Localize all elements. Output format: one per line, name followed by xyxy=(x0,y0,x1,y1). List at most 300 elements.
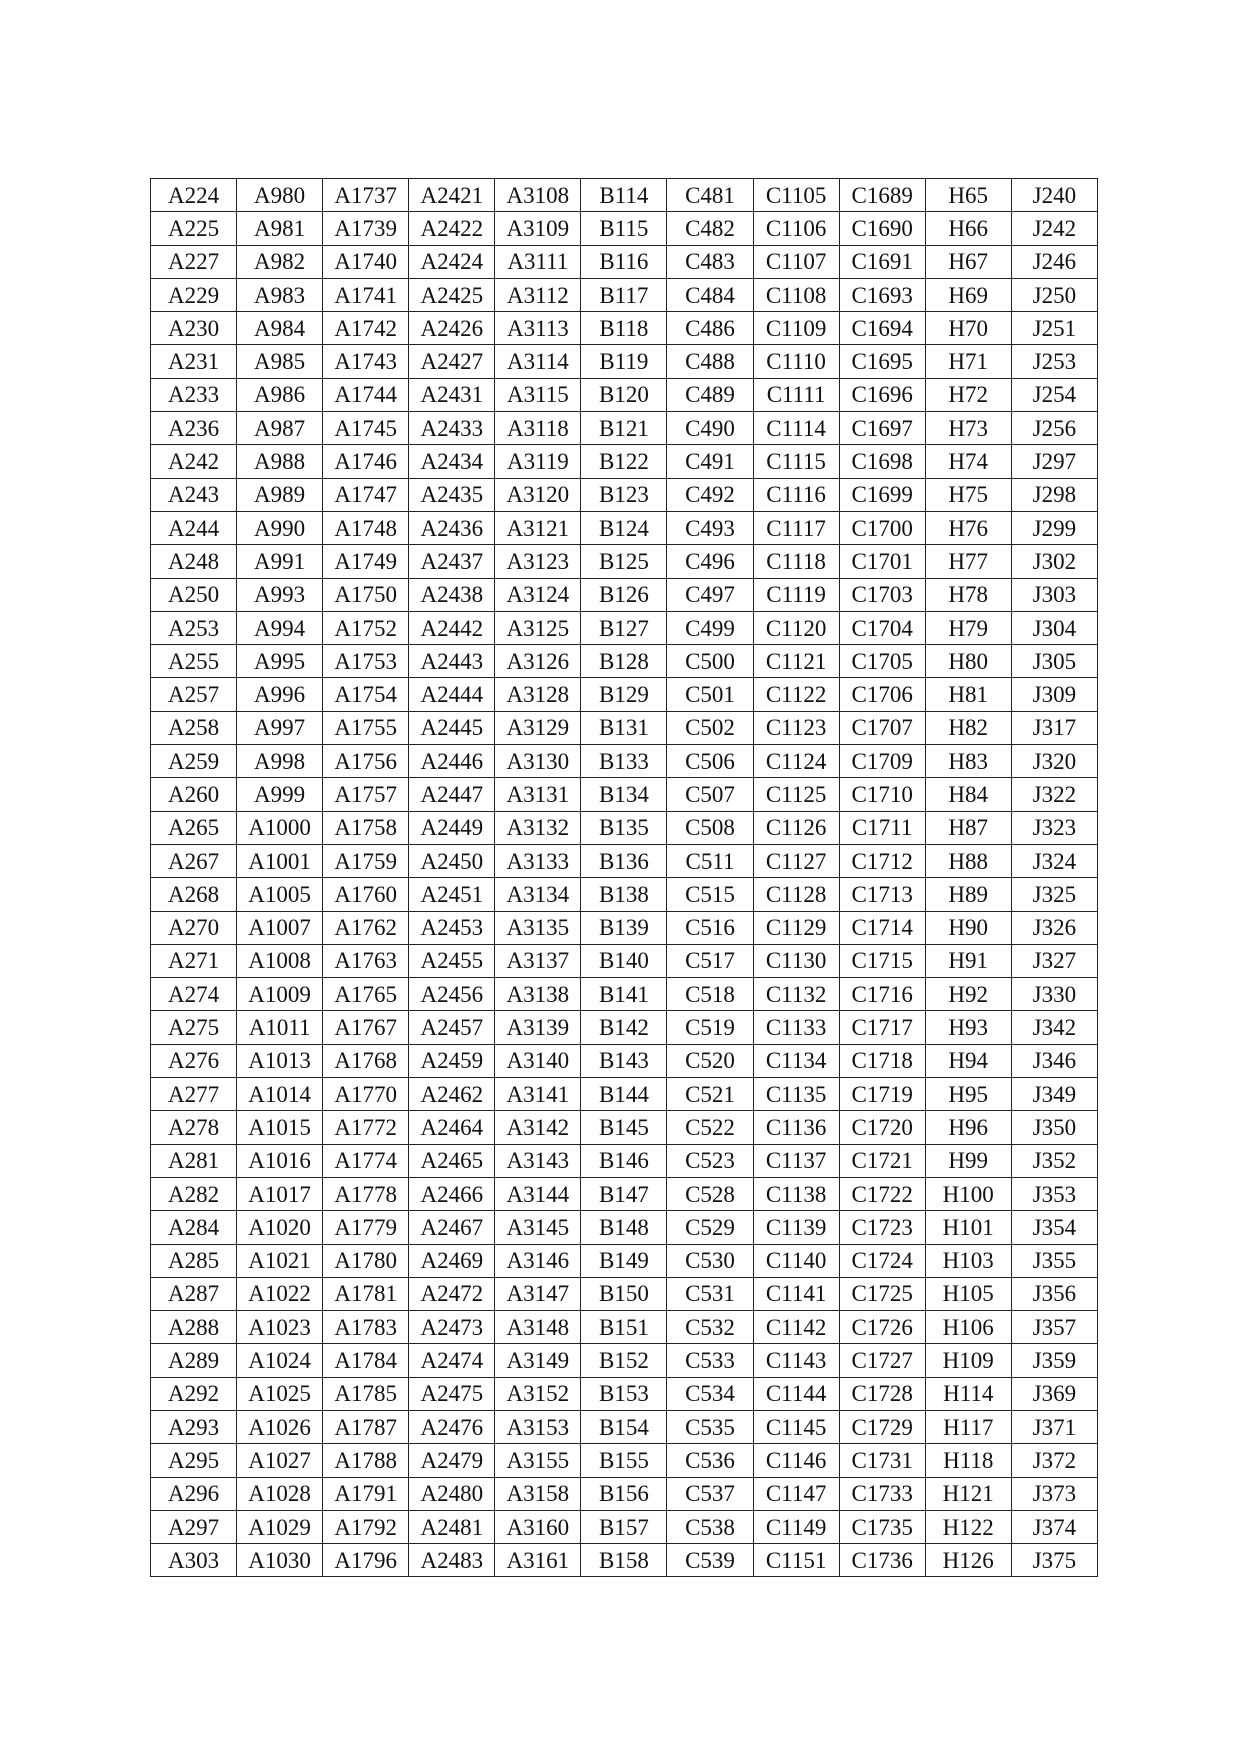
table-cell: C1720 xyxy=(839,1111,925,1144)
table-cell: C1138 xyxy=(753,1177,839,1210)
table-cell: C1715 xyxy=(839,944,925,977)
table-cell: C483 xyxy=(667,245,753,278)
table-cell: B154 xyxy=(581,1410,667,1443)
table-cell: A985 xyxy=(237,345,323,378)
table-cell: C1125 xyxy=(753,778,839,811)
table-cell: C1127 xyxy=(753,844,839,877)
table-cell: A3123 xyxy=(495,545,581,578)
table-cell: A1755 xyxy=(323,711,409,744)
table-cell: J327 xyxy=(1011,944,1097,977)
table-cell: C1109 xyxy=(753,312,839,345)
table-cell: A3144 xyxy=(495,1177,581,1210)
table-cell: A981 xyxy=(237,212,323,245)
table-cell: B155 xyxy=(581,1444,667,1477)
table-cell: J374 xyxy=(1011,1510,1097,1543)
table-cell: A2442 xyxy=(409,611,495,644)
table-cell: A1750 xyxy=(323,578,409,611)
table-cell: A1028 xyxy=(237,1477,323,1510)
table-cell: A2443 xyxy=(409,645,495,678)
table-cell: A2421 xyxy=(409,179,495,212)
table-cell: A3152 xyxy=(495,1377,581,1410)
table-cell: H84 xyxy=(925,778,1011,811)
table-cell: A259 xyxy=(151,745,237,778)
table-cell: J324 xyxy=(1011,844,1097,877)
table-cell: A1023 xyxy=(237,1311,323,1344)
table-cell: A3153 xyxy=(495,1410,581,1443)
table-cell: A1000 xyxy=(237,811,323,844)
table-cell: A1017 xyxy=(237,1177,323,1210)
table-cell: C1128 xyxy=(753,878,839,911)
table-row xyxy=(151,911,1098,944)
table-cell: C511 xyxy=(667,844,753,877)
table-cell: H88 xyxy=(925,844,1011,877)
table-cell: A281 xyxy=(151,1144,237,1177)
table-row xyxy=(151,1144,1098,1177)
table-cell: C1132 xyxy=(753,978,839,1011)
table-cell: C501 xyxy=(667,678,753,711)
table-cell: C1711 xyxy=(839,811,925,844)
table-row xyxy=(151,1211,1098,1244)
table-cell: A1747 xyxy=(323,478,409,511)
table-cell: A3135 xyxy=(495,911,581,944)
table-cell: C1697 xyxy=(839,412,925,445)
table-cell: H118 xyxy=(925,1444,1011,1477)
table-cell: C1111 xyxy=(753,378,839,411)
table-cell: C491 xyxy=(667,445,753,478)
table-cell: H121 xyxy=(925,1477,1011,1510)
table-row xyxy=(151,1111,1098,1144)
table-cell: J369 xyxy=(1011,1377,1097,1410)
table-cell: A295 xyxy=(151,1444,237,1477)
table-cell: A1784 xyxy=(323,1344,409,1377)
table-cell: B144 xyxy=(581,1078,667,1111)
table-cell: A3160 xyxy=(495,1510,581,1543)
table-cell: A224 xyxy=(151,179,237,212)
table-cell: A3147 xyxy=(495,1277,581,1310)
table-cell: A1779 xyxy=(323,1211,409,1244)
table-cell: H73 xyxy=(925,412,1011,445)
table-cell: B157 xyxy=(581,1510,667,1543)
table-cell: C481 xyxy=(667,179,753,212)
table-cell: C1118 xyxy=(753,545,839,578)
table-cell: C1136 xyxy=(753,1111,839,1144)
table-cell: C1122 xyxy=(753,678,839,711)
table-cell: A3148 xyxy=(495,1311,581,1344)
table-cell: J353 xyxy=(1011,1177,1097,1210)
table-cell: C1149 xyxy=(753,1510,839,1543)
table-cell: A1020 xyxy=(237,1211,323,1244)
table-cell: A1009 xyxy=(237,978,323,1011)
table-cell: C535 xyxy=(667,1410,753,1443)
table-cell: A3111 xyxy=(495,245,581,278)
table-cell: C493 xyxy=(667,511,753,544)
table-cell: A1737 xyxy=(323,179,409,212)
table-cell: A225 xyxy=(151,212,237,245)
table-cell: A995 xyxy=(237,645,323,678)
table-cell: A2455 xyxy=(409,944,495,977)
table-cell: A1763 xyxy=(323,944,409,977)
table-cell: A275 xyxy=(151,1011,237,1044)
table-cell: A250 xyxy=(151,578,237,611)
table-cell: J298 xyxy=(1011,478,1097,511)
table-cell: H82 xyxy=(925,711,1011,744)
table-row xyxy=(151,212,1098,245)
table-cell: A996 xyxy=(237,678,323,711)
table-cell: A2453 xyxy=(409,911,495,944)
table-cell: A2426 xyxy=(409,312,495,345)
table-cell: H72 xyxy=(925,378,1011,411)
table-row xyxy=(151,1078,1098,1111)
table-cell: C1130 xyxy=(753,944,839,977)
table-cell: B116 xyxy=(581,245,667,278)
table-cell: J371 xyxy=(1011,1410,1097,1443)
table-cell: H70 xyxy=(925,312,1011,345)
table-cell: H66 xyxy=(925,212,1011,245)
table-cell: A274 xyxy=(151,978,237,1011)
table-cell: B145 xyxy=(581,1111,667,1144)
table-cell: A2446 xyxy=(409,745,495,778)
table-cell: A1792 xyxy=(323,1510,409,1543)
table-cell: A243 xyxy=(151,478,237,511)
table-row xyxy=(151,511,1098,544)
table-row xyxy=(151,745,1098,778)
table-cell: B128 xyxy=(581,645,667,678)
table-cell: A1767 xyxy=(323,1011,409,1044)
table-cell: A1752 xyxy=(323,611,409,644)
table-row xyxy=(151,312,1098,345)
table-row xyxy=(151,811,1098,844)
table-cell: H117 xyxy=(925,1410,1011,1443)
table-cell: B142 xyxy=(581,1011,667,1044)
table-cell: H122 xyxy=(925,1510,1011,1543)
table-cell: A303 xyxy=(151,1544,237,1577)
table-row xyxy=(151,611,1098,644)
table-cell: H79 xyxy=(925,611,1011,644)
table-cell: A1783 xyxy=(323,1311,409,1344)
table-cell: B121 xyxy=(581,412,667,445)
table-cell: C1133 xyxy=(753,1011,839,1044)
table-cell: H83 xyxy=(925,745,1011,778)
table-cell: C1721 xyxy=(839,1144,925,1177)
table-cell: C508 xyxy=(667,811,753,844)
table-cell: B133 xyxy=(581,745,667,778)
table-cell: B127 xyxy=(581,611,667,644)
table-cell: A2445 xyxy=(409,711,495,744)
table-cell: J350 xyxy=(1011,1111,1097,1144)
table-cell: A3131 xyxy=(495,778,581,811)
table-cell: J323 xyxy=(1011,811,1097,844)
table-cell: C1695 xyxy=(839,345,925,378)
table-cell: A229 xyxy=(151,278,237,311)
table-cell: C521 xyxy=(667,1078,753,1111)
table-cell: A277 xyxy=(151,1078,237,1111)
table-cell: B153 xyxy=(581,1377,667,1410)
table-row xyxy=(151,278,1098,311)
table-cell: B115 xyxy=(581,212,667,245)
table-cell: A1014 xyxy=(237,1078,323,1111)
table-cell: J304 xyxy=(1011,611,1097,644)
table-cell: C1713 xyxy=(839,878,925,911)
table-cell: A255 xyxy=(151,645,237,678)
table-cell: C1137 xyxy=(753,1144,839,1177)
table-cell: A2438 xyxy=(409,578,495,611)
table-cell: J251 xyxy=(1011,312,1097,345)
table-cell: A2433 xyxy=(409,412,495,445)
table-cell: A3130 xyxy=(495,745,581,778)
table-cell: J246 xyxy=(1011,245,1097,278)
table-cell: J373 xyxy=(1011,1477,1097,1510)
table-row xyxy=(151,1344,1098,1377)
table-cell: A284 xyxy=(151,1211,237,1244)
table-cell: B150 xyxy=(581,1277,667,1310)
table-cell: A2469 xyxy=(409,1244,495,1277)
table-cell: A230 xyxy=(151,312,237,345)
table-cell: H67 xyxy=(925,245,1011,278)
table-cell: C1735 xyxy=(839,1510,925,1543)
table-cell: B152 xyxy=(581,1344,667,1377)
table-cell: A3129 xyxy=(495,711,581,744)
table-cell: J256 xyxy=(1011,412,1097,445)
table-cell: A1760 xyxy=(323,878,409,911)
table-cell: C1728 xyxy=(839,1377,925,1410)
table-cell: H71 xyxy=(925,345,1011,378)
table-cell: H92 xyxy=(925,978,1011,1011)
table-cell: A987 xyxy=(237,412,323,445)
table-cell: J309 xyxy=(1011,678,1097,711)
table-cell: C1703 xyxy=(839,578,925,611)
table-cell: A1748 xyxy=(323,511,409,544)
table-cell: C1696 xyxy=(839,378,925,411)
table-cell: B125 xyxy=(581,545,667,578)
table-cell: A1746 xyxy=(323,445,409,478)
table-cell: J352 xyxy=(1011,1144,1097,1177)
table-cell: C1120 xyxy=(753,611,839,644)
table-cell: C1712 xyxy=(839,844,925,877)
table-cell: A253 xyxy=(151,611,237,644)
table-cell: H76 xyxy=(925,511,1011,544)
table-row xyxy=(151,478,1098,511)
table-cell: C532 xyxy=(667,1311,753,1344)
table-cell: A276 xyxy=(151,1044,237,1077)
table-cell: C1689 xyxy=(839,179,925,212)
table-cell: A990 xyxy=(237,511,323,544)
table-cell: J349 xyxy=(1011,1078,1097,1111)
table-cell: A3146 xyxy=(495,1244,581,1277)
table-cell: A984 xyxy=(237,312,323,345)
table-cell: A3145 xyxy=(495,1211,581,1244)
table-cell: C1141 xyxy=(753,1277,839,1310)
table-cell: A233 xyxy=(151,378,237,411)
table-cell: A2472 xyxy=(409,1277,495,1310)
table-cell: A3134 xyxy=(495,878,581,911)
table-cell: J320 xyxy=(1011,745,1097,778)
table-cell: A3158 xyxy=(495,1477,581,1510)
table-cell: A288 xyxy=(151,1311,237,1344)
table-cell: C1698 xyxy=(839,445,925,478)
table-cell: H109 xyxy=(925,1344,1011,1377)
table-cell: A2481 xyxy=(409,1510,495,1543)
table-cell: J355 xyxy=(1011,1244,1097,1277)
table-cell: C522 xyxy=(667,1111,753,1144)
table-cell: J375 xyxy=(1011,1544,1097,1577)
table-cell: C1117 xyxy=(753,511,839,544)
table-cell: A2479 xyxy=(409,1444,495,1477)
table-cell: C1107 xyxy=(753,245,839,278)
table-cell: A1741 xyxy=(323,278,409,311)
table-cell: A3121 xyxy=(495,511,581,544)
table-cell: A3149 xyxy=(495,1344,581,1377)
table-cell: A2444 xyxy=(409,678,495,711)
table-cell: A1022 xyxy=(237,1277,323,1310)
table-cell: A1754 xyxy=(323,678,409,711)
table-cell: H77 xyxy=(925,545,1011,578)
table-cell: A2447 xyxy=(409,778,495,811)
table-cell: H99 xyxy=(925,1144,1011,1177)
table-cell: A3139 xyxy=(495,1011,581,1044)
table-cell: B156 xyxy=(581,1477,667,1510)
table-row xyxy=(151,1011,1098,1044)
table-cell: C1690 xyxy=(839,212,925,245)
table-cell: A3138 xyxy=(495,978,581,1011)
table-cell: A3125 xyxy=(495,611,581,644)
table-cell: C1718 xyxy=(839,1044,925,1077)
table-cell: B117 xyxy=(581,278,667,311)
table-cell: A231 xyxy=(151,345,237,378)
table-row xyxy=(151,978,1098,1011)
table-cell: A991 xyxy=(237,545,323,578)
table-cell: H81 xyxy=(925,678,1011,711)
table-cell: C520 xyxy=(667,1044,753,1077)
table-cell: C1704 xyxy=(839,611,925,644)
table-row xyxy=(151,878,1098,911)
table-cell: C1731 xyxy=(839,1444,925,1477)
table-cell: B138 xyxy=(581,878,667,911)
table-cell: C497 xyxy=(667,578,753,611)
table-cell: C502 xyxy=(667,711,753,744)
table-cell: A1016 xyxy=(237,1144,323,1177)
table-cell: J359 xyxy=(1011,1344,1097,1377)
table-cell: C490 xyxy=(667,412,753,445)
table-row xyxy=(151,711,1098,744)
table-row xyxy=(151,1044,1098,1077)
table-cell: H91 xyxy=(925,944,1011,977)
table-cell: C1143 xyxy=(753,1344,839,1377)
table-row xyxy=(151,1477,1098,1510)
table-cell: H94 xyxy=(925,1044,1011,1077)
table-cell: J303 xyxy=(1011,578,1097,611)
table-cell: B114 xyxy=(581,179,667,212)
table-cell: B141 xyxy=(581,978,667,1011)
table-cell: A2462 xyxy=(409,1078,495,1111)
table-cell: H80 xyxy=(925,645,1011,678)
table-cell: A268 xyxy=(151,878,237,911)
table-cell: A1756 xyxy=(323,745,409,778)
table-cell: A285 xyxy=(151,1244,237,1277)
table-cell: A1770 xyxy=(323,1078,409,1111)
table-cell: C531 xyxy=(667,1277,753,1310)
table-cell: B151 xyxy=(581,1311,667,1344)
table-cell: H89 xyxy=(925,878,1011,911)
table-cell: C1116 xyxy=(753,478,839,511)
table-cell: A3161 xyxy=(495,1544,581,1577)
table-row xyxy=(151,1544,1098,1577)
table-cell: A236 xyxy=(151,412,237,445)
table-cell: A2436 xyxy=(409,511,495,544)
table-cell: J346 xyxy=(1011,1044,1097,1077)
table-cell: J330 xyxy=(1011,978,1097,1011)
table-cell: A3118 xyxy=(495,412,581,445)
table-cell: H106 xyxy=(925,1311,1011,1344)
code-table-body xyxy=(151,179,1098,1577)
table-cell: C1144 xyxy=(753,1377,839,1410)
table-cell: C1124 xyxy=(753,745,839,778)
table-cell: A1024 xyxy=(237,1344,323,1377)
table-cell: J372 xyxy=(1011,1444,1097,1477)
table-cell: C529 xyxy=(667,1211,753,1244)
table-cell: A997 xyxy=(237,711,323,744)
table-cell: A3137 xyxy=(495,944,581,977)
table-cell: C1701 xyxy=(839,545,925,578)
table-row xyxy=(151,844,1098,877)
table-cell: C492 xyxy=(667,478,753,511)
table-cell: C484 xyxy=(667,278,753,311)
table-cell: A1796 xyxy=(323,1544,409,1577)
table-cell: A1788 xyxy=(323,1444,409,1477)
table-cell: A244 xyxy=(151,511,237,544)
table-cell: A3155 xyxy=(495,1444,581,1477)
table-row xyxy=(151,345,1098,378)
table-cell: A271 xyxy=(151,944,237,977)
table-cell: J240 xyxy=(1011,179,1097,212)
table-cell: J354 xyxy=(1011,1211,1097,1244)
table-cell: C1119 xyxy=(753,578,839,611)
table-cell: A260 xyxy=(151,778,237,811)
table-cell: C507 xyxy=(667,778,753,811)
table-cell: A2425 xyxy=(409,278,495,311)
table-row xyxy=(151,1510,1098,1543)
table-cell: A3124 xyxy=(495,578,581,611)
table-cell: A3120 xyxy=(495,478,581,511)
table-cell: A1780 xyxy=(323,1244,409,1277)
table-cell: A1026 xyxy=(237,1410,323,1443)
table-cell: A3109 xyxy=(495,212,581,245)
table-cell: C533 xyxy=(667,1344,753,1377)
table-cell: C1135 xyxy=(753,1078,839,1111)
table-cell: C517 xyxy=(667,944,753,977)
table-cell: J357 xyxy=(1011,1311,1097,1344)
table-cell: C1693 xyxy=(839,278,925,311)
table-cell: A983 xyxy=(237,278,323,311)
table-cell: B123 xyxy=(581,478,667,511)
table-cell: A1745 xyxy=(323,412,409,445)
table-cell: B143 xyxy=(581,1044,667,1077)
table-cell: A2464 xyxy=(409,1111,495,1144)
table-cell: A3126 xyxy=(495,645,581,678)
table-cell: A3114 xyxy=(495,345,581,378)
table-cell: A3141 xyxy=(495,1078,581,1111)
table-cell: H95 xyxy=(925,1078,1011,1111)
table-cell: A2459 xyxy=(409,1044,495,1077)
table-row xyxy=(151,378,1098,411)
table-cell: H87 xyxy=(925,811,1011,844)
table-cell: A1025 xyxy=(237,1377,323,1410)
table-cell: C1700 xyxy=(839,511,925,544)
table-cell: A1758 xyxy=(323,811,409,844)
table-cell: A999 xyxy=(237,778,323,811)
table-cell: B119 xyxy=(581,345,667,378)
table-cell: C496 xyxy=(667,545,753,578)
table-cell: H101 xyxy=(925,1211,1011,1244)
